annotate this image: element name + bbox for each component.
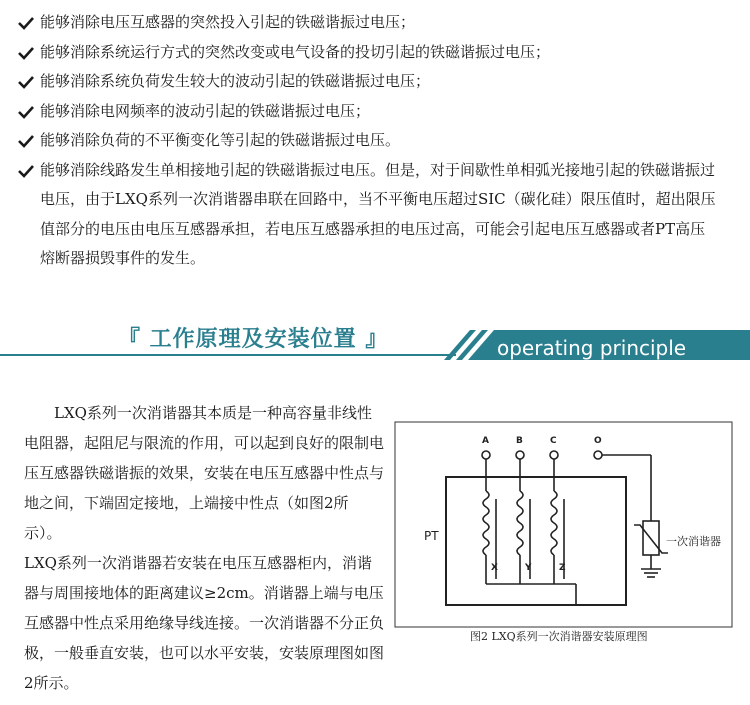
checkmark-icon <box>18 8 36 37</box>
installation-diagram <box>394 421 734 633</box>
checkmark-icon <box>18 97 36 126</box>
feature-list <box>0 8 750 274</box>
list-item <box>0 156 720 274</box>
terminal-label: A <box>482 436 489 446</box>
terminal-label: C <box>550 436 557 446</box>
list-item-text: 能够消除线路发生单相接地引起的铁磁谐振过电压。但是，对于间歇性单相弧光接地引起的铁磁谐振过电压，由于LXQ系列一次消谐器串联在回路中，当不平衡电压超过SIC（碳化硅）限压值时，超出限压值部分的电压由电压互感器承担，若电压互感器承担的电压过高，可能会引起电压互感器或者PT高压熔断器损毁事件的发生。 <box>40 160 716 267</box>
checkmark-icon <box>18 126 36 155</box>
list-item-text: 能够消除系统负荷发生较大的波动引起的铁磁谐振过电压； <box>40 72 431 90</box>
figure-caption: 图2 LXQ系列一次消谐器安装原理图 <box>470 630 648 643</box>
checkmark-icon <box>18 38 36 67</box>
section-header <box>0 316 750 376</box>
pt-label: PT <box>424 529 439 543</box>
checkmark-icon <box>18 156 36 185</box>
winding-label: X <box>491 563 498 573</box>
circuit-drawing <box>394 421 734 633</box>
paragraph: LXQ系列一次消谐器其本质是一种高容量非线性电阻器，起阻尼与限流的作用，可以起到良好的限制电压互感器铁磁谐振的效果，安装在电压互感器中性点与地之间，下端固定接地，上端接中性点（如图2所示）。 <box>24 404 385 542</box>
section-title-en: operating principle <box>497 336 687 360</box>
winding-label: Z <box>559 563 566 573</box>
list-item-text: 能够消除系统运行方式的突然改变或电气设备的投切引起的铁磁谐振过电压； <box>40 42 551 61</box>
list-item <box>0 8 750 38</box>
list-item-text: 能够消除负荷的不平衡变化等引起的铁磁谐振过电压。 <box>40 131 401 149</box>
list-item-text: 能够消除电网频率的波动引起的铁磁谐振过电压； <box>40 101 371 120</box>
terminal-label: B <box>516 436 523 446</box>
paragraph: LXQ系列一次消谐器若安装在电压互感器柜内，消谐器与周围接地体的距离建议≥2cm。消谐器上端与电压互感器中性点采用绝缘导线连接。一次消谐器不分正负极，一般垂直安装，也可以水平安装，安装原理图如图2所示。 <box>24 554 385 692</box>
principle-text <box>24 398 384 698</box>
terminal-label: O <box>594 436 602 446</box>
list-item-text: 能够消除电压互感器的突然投入引起的铁磁谐振过电压； <box>40 13 416 31</box>
winding-label: Y <box>525 563 532 573</box>
list-item <box>0 97 750 127</box>
list-item <box>0 38 750 68</box>
checkmark-icon <box>18 67 36 96</box>
section-title: 『 工作原理及安装位置 』 <box>118 327 389 352</box>
list-item <box>0 67 750 97</box>
list-item <box>0 126 750 156</box>
device-label: 一次消谐器 <box>666 535 721 548</box>
